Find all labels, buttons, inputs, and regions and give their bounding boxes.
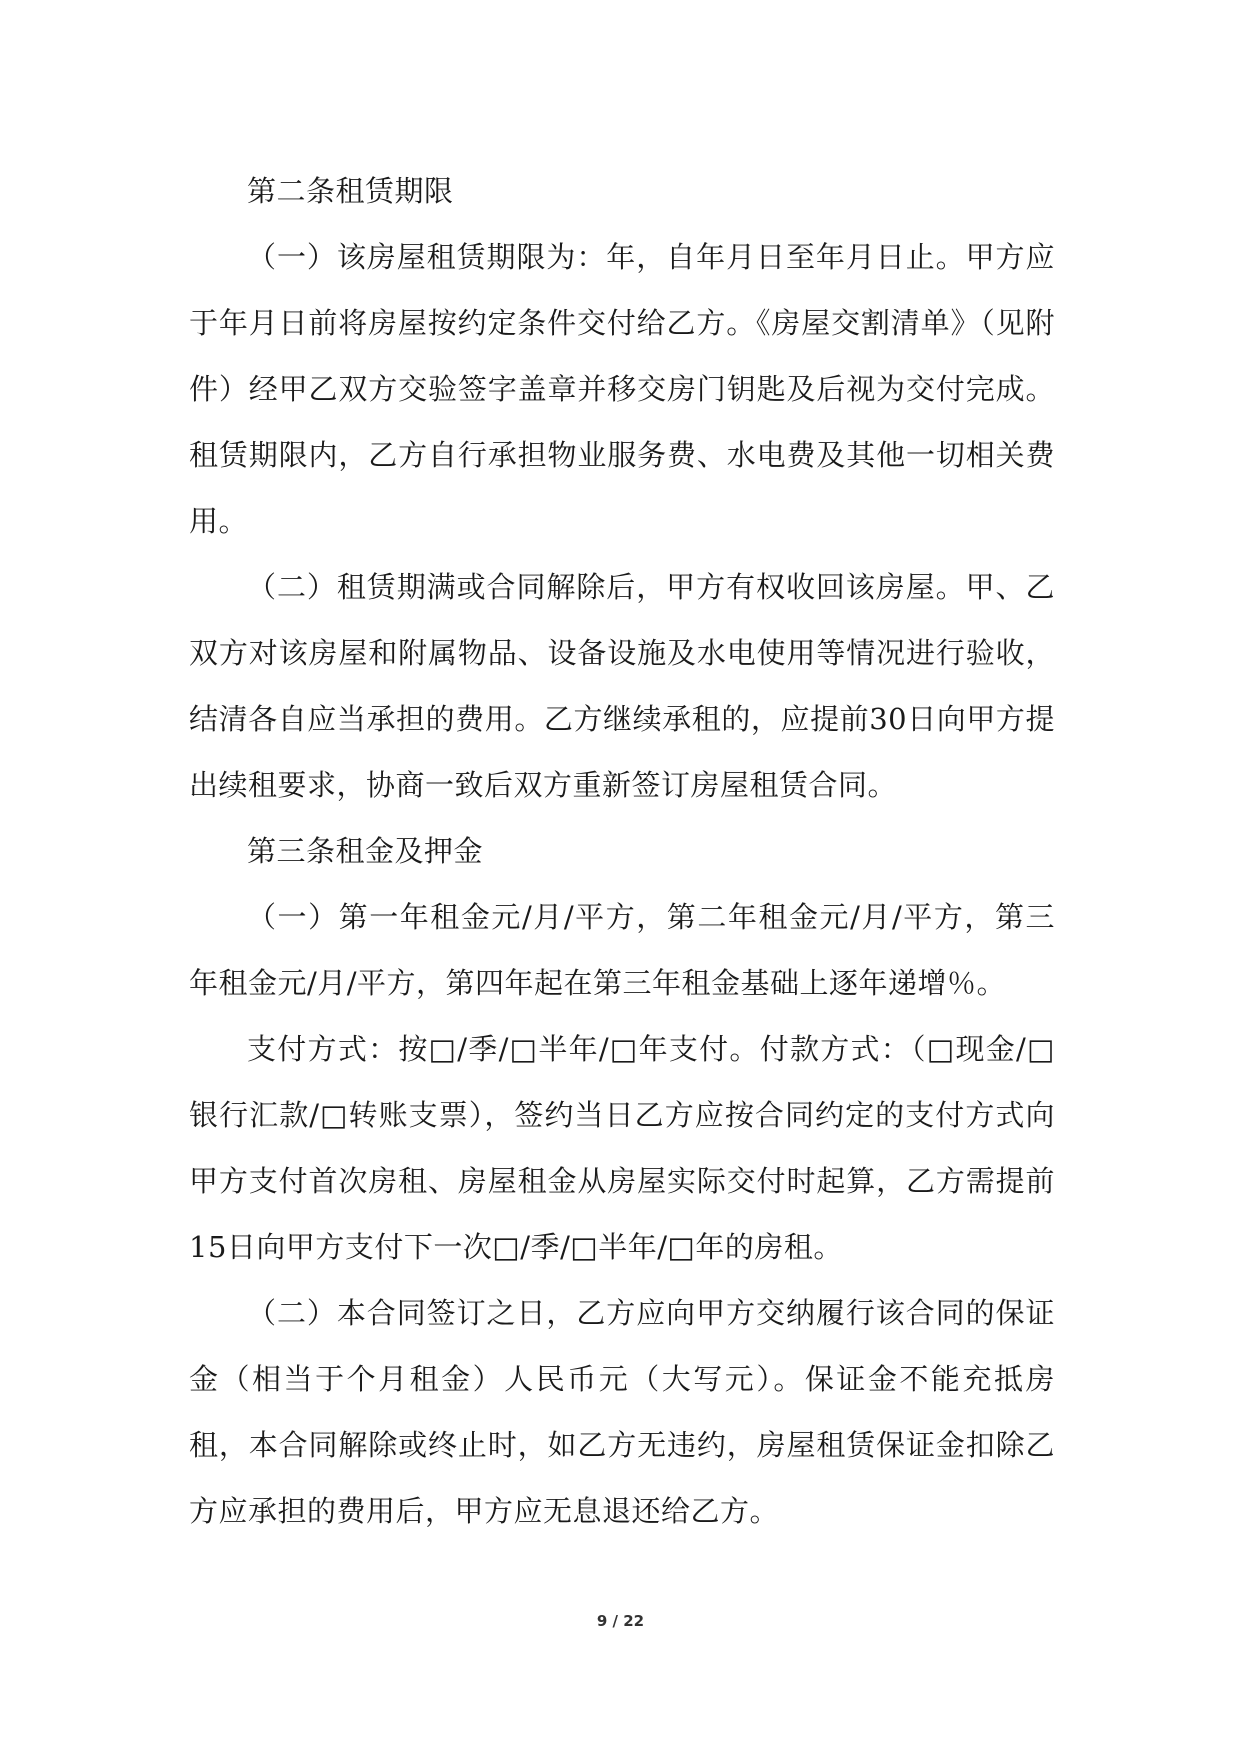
paragraph-payment-method: 支付方式：按□/季/□半年/□年支付。付款方式：（□现金/□银行汇款/□转账支票），签约当日乙方应按合同约定的支付方式向甲方支付首次房租、房屋租金从房屋实际交付时起算，乙方需提前15日向甲方支付下一次□/季/□半年/□年的房租。 (189, 1032, 1055, 1264)
paragraph-lease-term-2: （二）租赁期满或合同解除后，甲方有权收回该房屋。甲、乙双方对该房屋和附属物品、设备设施及水电使用等情况进行验收，结清各自应当承担的费用。乙方继续承租的，应提前30日向甲方提出续租要求，协商一致后双方重新签订房屋租赁合同。 (189, 570, 1055, 802)
section-heading-rent-deposit: 第三条租金及押金 (247, 834, 484, 868)
document-body (189, 158, 1055, 1544)
paragraph-rent-1: （一）第一年租金元/月/平方，第二年租金元/月/平方，第三年租金元/月/平方，第四年起在第三年租金基础上逐年递增％。 (189, 900, 1055, 1000)
section-heading-lease-term: 第二条租赁期限 (247, 174, 454, 208)
paragraph-deposit: （二）本合同签订之日，乙方应向甲方交纳履行该合同的保证金（相当于个月租金）人民币元（大写元）。保证金不能充抵房租，本合同解除或终止时，如乙方无违约，房屋租赁保证金扣除乙方应承担的费用后，甲方应无息退还给乙方。 (189, 1296, 1055, 1528)
page-number: 9 / 22 (596, 1612, 645, 1630)
paragraph-lease-term-1: （一）该房屋租赁期限为：年，自年月日至年月日止。甲方应于年月日前将房屋按约定条件交付给乙方。《房屋交割清单》（见附件）经甲乙双方交验签字盖章并移交房门钥匙及后视为交付完成。租赁期限内，乙方自行承担物业服务费、水电费及其他一切相关费用。 (189, 240, 1055, 538)
